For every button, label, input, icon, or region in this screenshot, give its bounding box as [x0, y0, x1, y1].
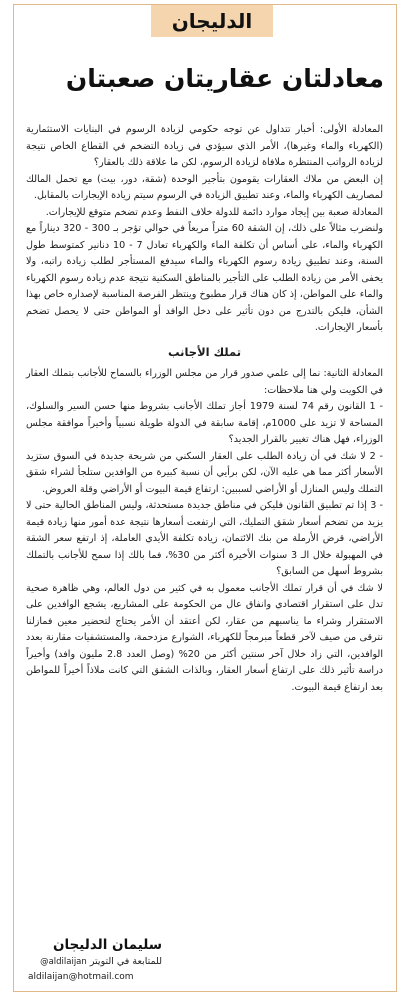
article-title: معادلتان عقاريتان صعبتان — [65, 64, 384, 93]
article-paragraph: - 3 إذا تم تطبيق القانون فليكن في مناطق جديدة مستحدثة، وليس المناطق الحالية حتى لا يزيد من تضخم أسعار شقق التمليك، التي ارتفعت أسعارها نتيجة عدة أمور منها زيادة قيمة الأراضي، قرض الأرملة من بنك الائتمان، زيادة تكلفة الأيدي العاملة، إذ ارتفع سعر الشقة في المهبولة خلال الـ 3 سنوات الأخيرة أكثر من 30%، فما بالك إذا سمح للأجانب بالتملك بشروط أسهل من السابق؟ — [26, 500, 384, 577]
author-email[interactable]: aldilaijan@hotmail.com — [28, 972, 134, 982]
author-signature — [22, 936, 162, 984]
article-paragraph: المعادلة صعبة بين إيجاد موارد دائمة للدولة خلاف النفط وعدم تضخم متوقع للإيجارات. — [45, 206, 383, 218]
article-paragraph: المعادلة الأولى: أخبار تتداول عن توجه حكومي لزيادة الرسوم في البنايات الاستثمارية (الكهرباء والماء وغيرها)، الأمر الذي سيؤدي في زيادة التضخم في القطاع الخاص نتيجة لزيادة الرواتب المنتظرة ملافاة لزيادة الرسوم، لكن ما علاقة ذلك بالعقار؟ — [26, 124, 383, 168]
column-name-tab — [151, 5, 273, 37]
article-paragraph: ولنضرب مثالاً على ذلك، إن الشقة 60 متراً مربعاً في حوالي تؤجر بـ 300 - 320 ديناراً مع الكهرباء والماء، على أساس أن تكلفة الماء والكهرباء تعادل 7 - 10 دنانير كمتوسط طول السنة، وعند تطبيق زيادة رسوم الكهرباء والماء سيدفع المستأجر لطلب زيادة راتبه، ولا يخفى الأمر من زيادة الطلب على التأجير بالمناطق السكنية نتيجة عدم زيادة رسوم الكهرباء والماء على المواطن، إذ كان هناك قرار مطبوخ وينتظر الفرصة المناسبة لإصداره خاص بهذا الشأن، فليكن بالتدرج من دون تأثير على دخل الوافد أو المواطن حتى لا يحصل تضخم بأسعار الإيجارات. — [26, 223, 384, 333]
article-paragraph: - 1 القانون رقم 74 لسنة 1979 أجاز تملك الأجانب بشروط منها حسن السير والسلوك، المساحة لا تزيد على 1000م، إقامة سابقة في الدولة طويلة نسبياً وأخيراً موافقة مجلس الوزراء، فهل هناك تغيير بالقرار الجديد؟ — [26, 401, 384, 445]
twitter-prefix: للمتابعة في التويتر — [89, 956, 162, 967]
article-subheading: تملك الأجانب — [167, 344, 242, 359]
article-paragraph: إن البعض من ملاك العقارات يقومون بتأجير الوحدة (شقة، دور، بيت) مع تحمل المالك لمصاريف الكهرباء والماء، وعند تطبيق الزيادة في الرسوم سيتم زيادة الإيجارات بالمقابل. — [26, 173, 383, 201]
author-twitter-line — [22, 954, 162, 970]
article-paragraph: المعادلة الثانية: نما إلى علمي صدور قرار من مجلس الوزراء بالسماح للأجانب بتملك العقار في الكويت ولي هنا ملاحظات: — [26, 368, 383, 396]
column-name: الدليجان — [171, 9, 253, 33]
article-body — [26, 122, 383, 696]
twitter-handle[interactable]: @aldilaijan — [40, 957, 87, 967]
article-paragraph: - 2 لا شك في أن زيادة الطلب على العقار السكني من شريحة جديدة في السوق ستزيد الأسعار أكثر مما هي عليه الآن، لكن برأيي أن نسبة كبيرة من الوافدين ستلجأ لشراء شقق التملك وليس المنازل أو الأراضي لسببين: ارتفاع قيمة البيوت أو الأراضي وقلة العروض. — [26, 450, 383, 495]
article-paragraph: لا شك في أن قرار تملك الأجانب معمول به في كثير من دول العالم، وهي ظاهرة صحية تدل على استقرار اقتصادي وانفاق عال من الحكومة على المشاريع، يشجع الوافدين على الاستقرار وشراء ما يناسبهم من عقار، لكن أعتقد أن الأمر يحتاج لتحضير معين فمازلنا نترقى من صيف لآخر قطعاً مبرمجاً للكهرباء، الشوارع مزدحمة، والمستشفيات مقارنة بعدد الوافدين، التي زاد خلال آخر سنتين أكثر من 20% (وصل العدد 2.8 مليون وافد) وأخيراً دراسة تأثير ذلك على ارتفاع أسعار العقار، وبالذات الشقق التي كانت ملاذاً أخيراً للمواطن بعد ارتفاع قيمة البيوت. — [26, 582, 383, 693]
author-name: سليمان الدليجان — [52, 937, 162, 953]
